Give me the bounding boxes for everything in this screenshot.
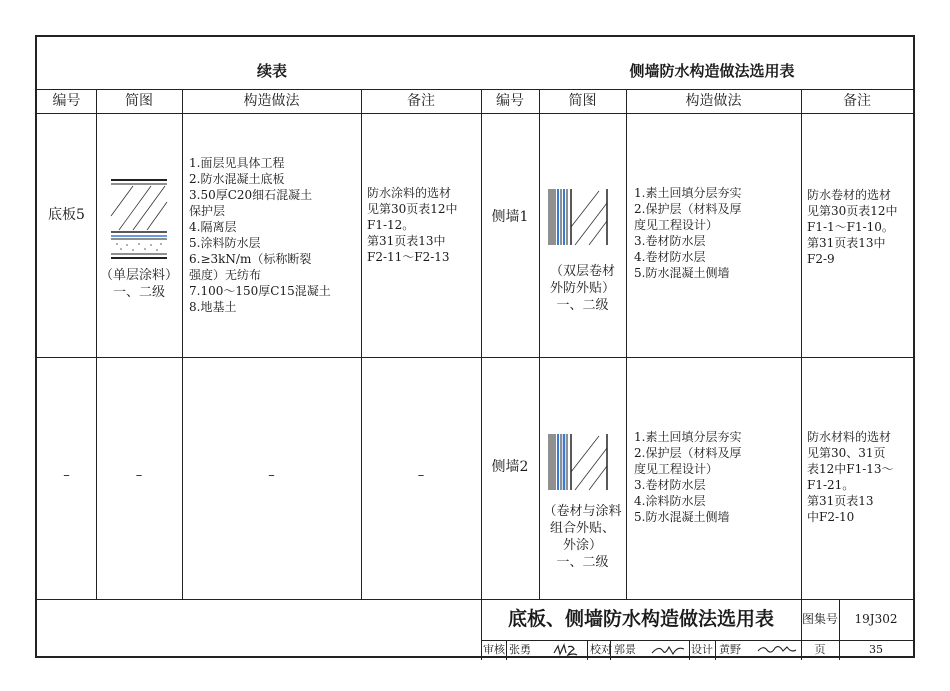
empty-dash: – [63,468,70,483]
reviewer-signature [552,643,578,657]
remark: 防水涂料的选材 见第30页表12中 F1-12。 第31页表13中 F2-11～F2-13 [367,186,458,264]
grid-line [361,89,362,599]
header-code: 编号 [52,93,81,109]
empty-dash: – [135,468,143,483]
sketch-caption: （双层卷材 外防外贴） 一、二级 [549,264,615,313]
atlas-number: 19J302 [854,612,898,626]
grid-line [96,89,97,599]
grid-line [506,640,507,660]
reviewer-name: 张勇 [509,643,531,656]
check-label: 校对 [590,643,612,656]
header-note: 备注 [407,93,435,109]
grid-line [37,113,913,114]
grid-line [801,89,802,660]
grid-line [587,640,588,660]
checker-signature [651,643,685,657]
construction-method-list: 1.素土回填分层夯实 2.保护层（材料及厚 度见工程设计） 3.卷材防水层 4.涂料防水层 5.防水混凝土侧墙 [634,430,742,524]
grid-line [626,89,627,599]
construction-method-list: 1.素土回填分层夯实 2.保护层（材料及厚 度见工程设计） 3.卷材防水层 4.卷材防水层 5.防水混凝土侧墙 [634,186,742,280]
floor-slab-sketch [109,172,169,272]
grid-line [715,640,716,660]
grid-line [37,357,913,358]
remark: 防水材料的选材 见第30、31页 表12中F1-13～ F1-21。 第31页表13 中F2-10 [807,430,894,524]
grid-line [37,599,913,600]
designer-signature [757,643,797,657]
empty-dash: – [268,468,275,483]
sketch-caption: （单层涂料） 一、二级 [99,268,178,300]
grid-line [182,89,183,599]
sketch-caption: （卷材与涂料 组合外贴、 外涂） 一、二级 [543,504,622,570]
grid-line [689,640,690,660]
review-label: 审核 [483,643,505,656]
header-note: 备注 [843,93,871,109]
page-label: 页 [814,643,826,656]
left-table-title: 续表 [256,62,287,80]
empty-dash: – [417,468,425,483]
header-method: 构造做法 [243,93,300,109]
header-sketch: 简图 [568,93,597,109]
grid-line [481,640,913,641]
right-table-title: 侧墙防水构造做法选用表 [629,62,795,80]
grid-line [481,89,482,660]
page-number: 35 [869,643,883,656]
checker-name: 郭景 [614,643,636,656]
row-code: 侧墙1 [491,209,529,225]
construction-method-list: 1.面层见具体工程 2.防水混凝土底板 3.50厚C20细石混凝土 保护层 4.隔离层 5.涂料防水层 6.≥3kN/m（标称断裂 强度）无纺布 7.100～150厚C15混凝土 8.地基土 [189,156,331,314]
header-sketch: 简图 [125,93,153,109]
row-code: 底板5 [48,207,85,223]
row-code: 侧墙2 [491,459,529,475]
side-wall-sketch [549,187,609,247]
atlas-label: 图集号 [801,612,838,626]
drawing-title: 底板、侧墙防水构造做法选用表 [507,608,774,630]
side-wall-sketch [549,432,609,492]
grid-line [37,89,913,90]
drawing-sheet [35,35,915,658]
header-method: 构造做法 [685,93,742,109]
header-code: 编号 [496,93,524,109]
design-label: 设计 [691,643,713,656]
remark: 防水卷材的选材 见第30页表12中 F1-1～F1-10。 第31页表13中 F2-9 [807,188,898,266]
designer-name: 黄野 [719,643,741,656]
